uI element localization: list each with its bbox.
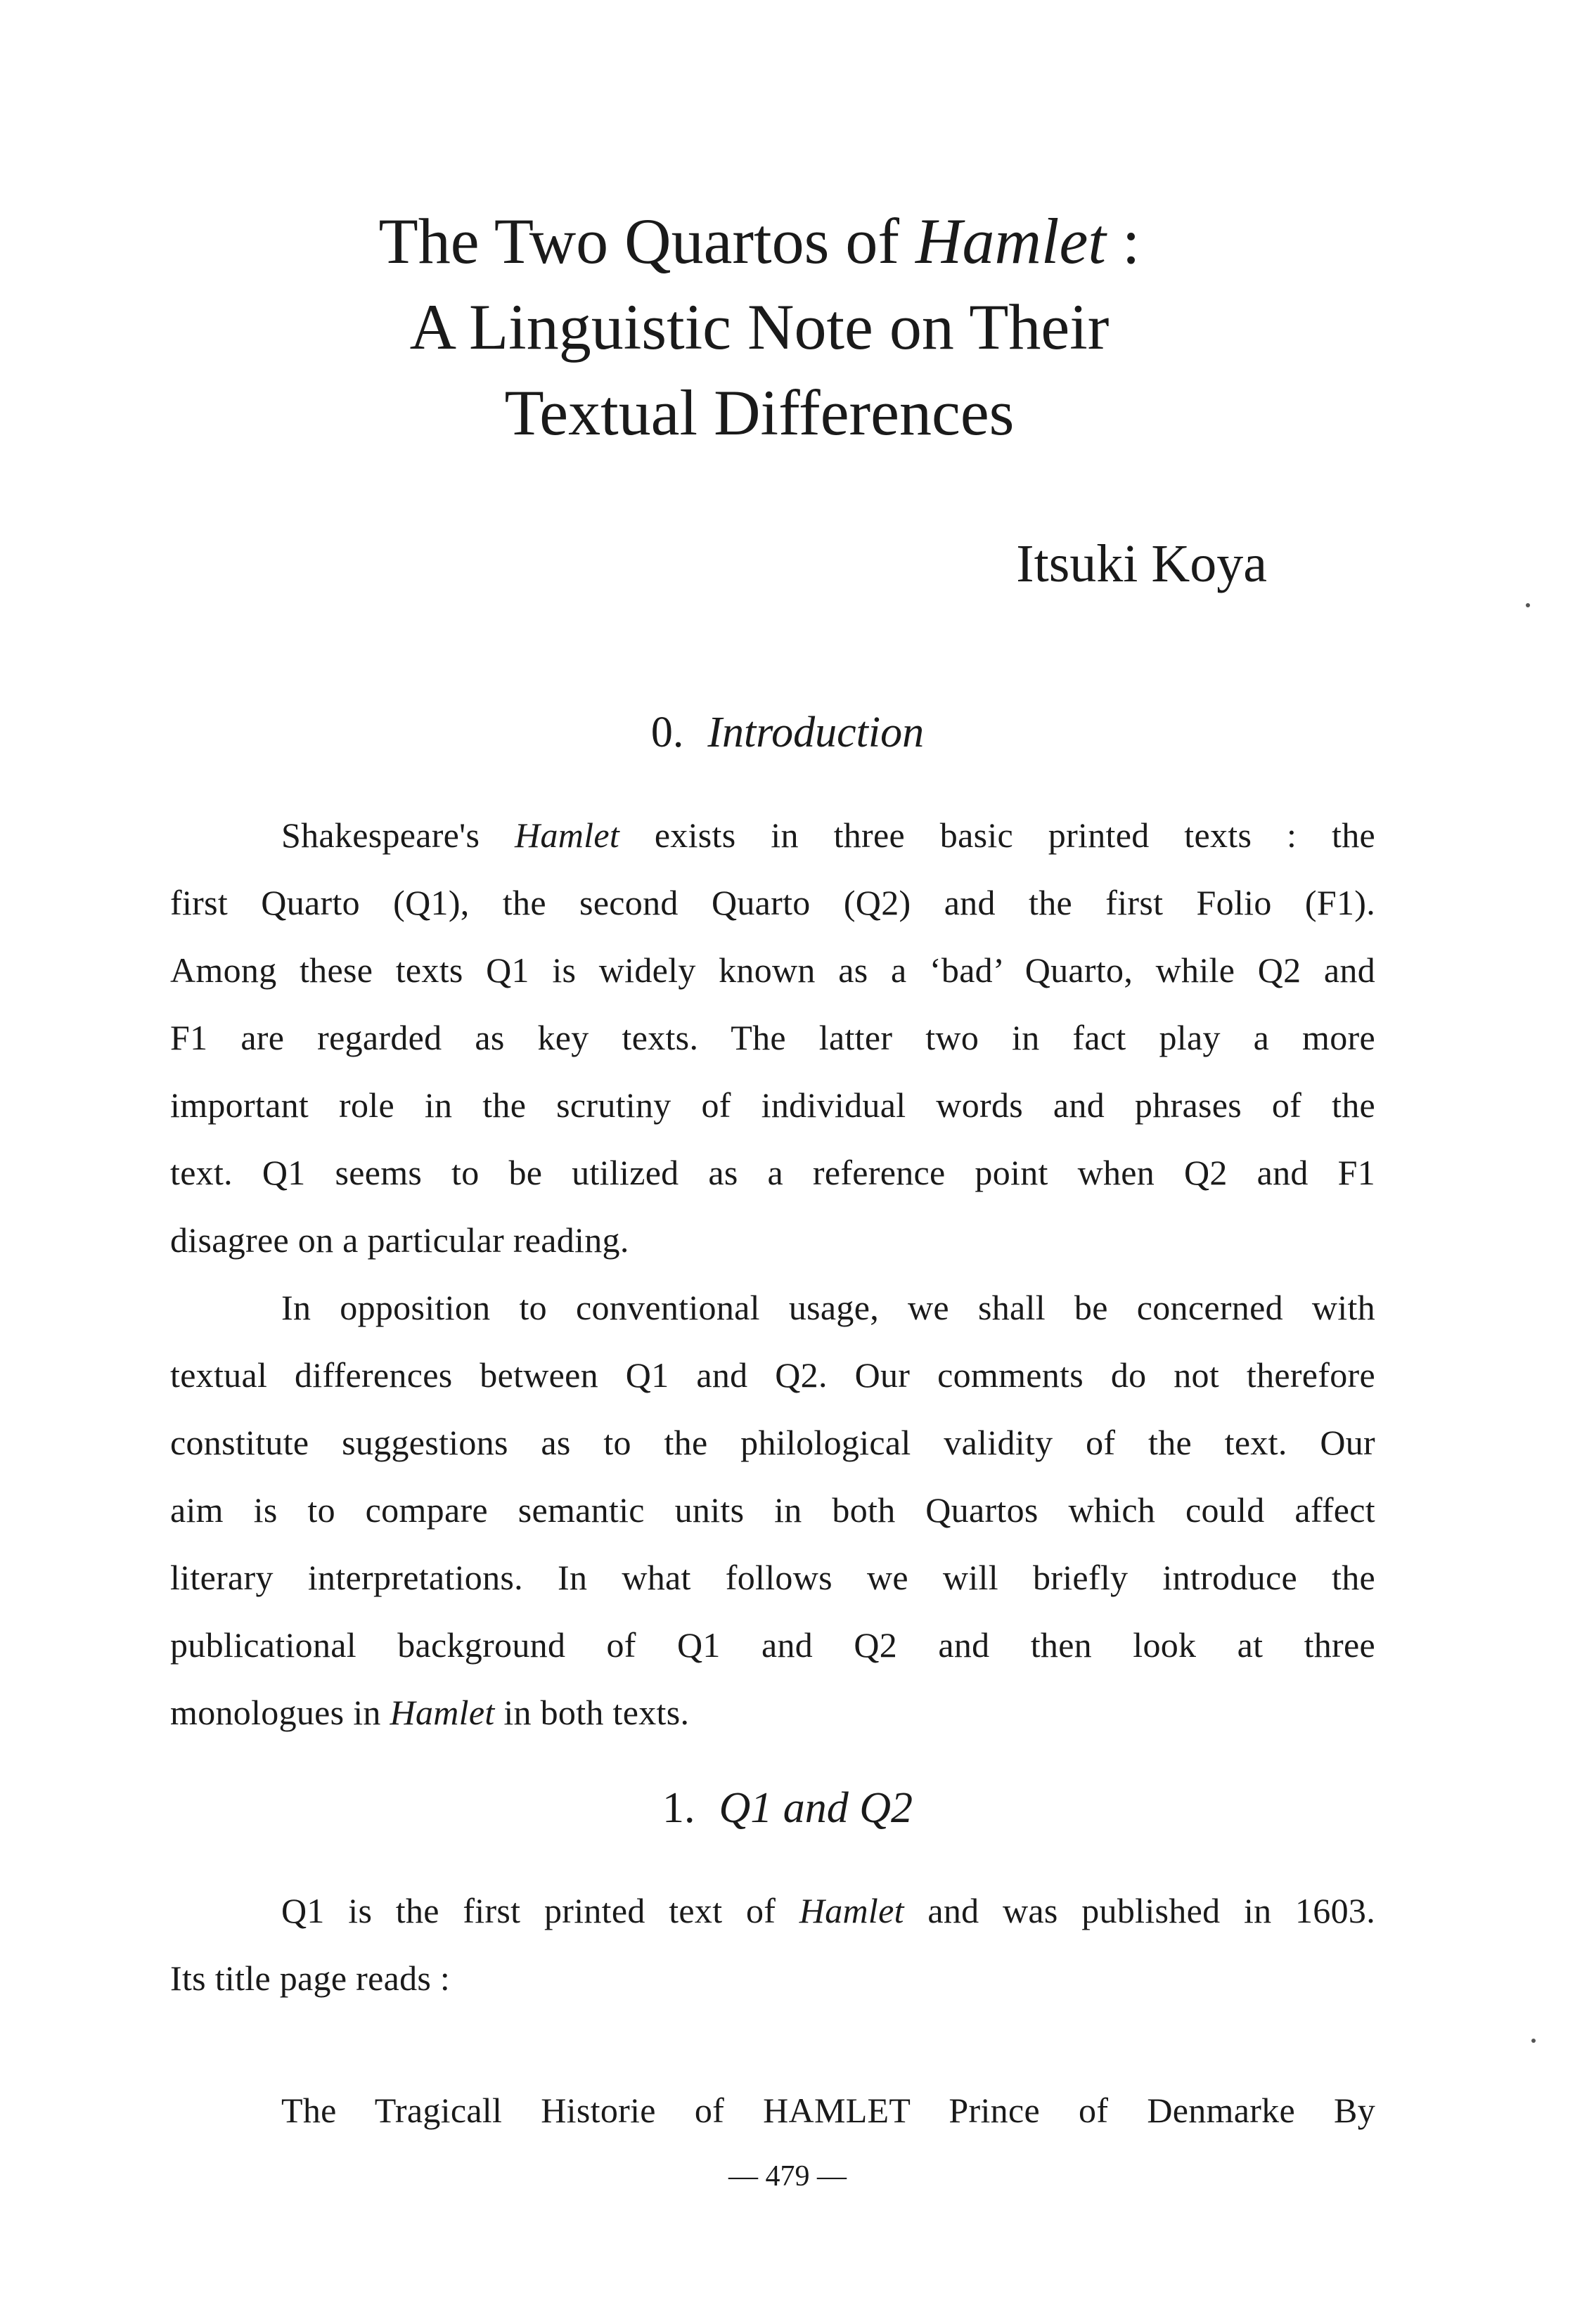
italic-title: Hamlet: [515, 815, 620, 855]
page-number: — 479 —: [728, 2160, 847, 2193]
text-line: aim is to compare semantic units in both Quartos which could affect: [170, 1490, 1375, 1530]
text-line: literary interpretations. In what follows we will briefly introduce the: [170, 1558, 1375, 1597]
text-run: in both texts.: [494, 1693, 690, 1732]
text-line: In opposition to conventional usage, we shall be concerned with: [281, 1288, 1375, 1327]
text-line: publicational background of Q1 and Q2 and then look at three: [170, 1625, 1375, 1665]
text-run: Q1 is the first printed text of: [281, 1891, 799, 1930]
text-line: [170, 1877, 1375, 1944]
text-line: textual differences between Q1 and Q2. Our comments do not therefore: [170, 1355, 1375, 1395]
intro-paragraph-1: [170, 801, 1375, 1274]
text-line: important role in the scrutiny of individual words and phrases of the: [170, 1085, 1375, 1125]
text-line: [170, 801, 1375, 869]
section-number: 0.: [650, 709, 684, 756]
title-colon: :: [1105, 205, 1140, 277]
text-line: text. Q1 seems to be utilized as a reference point when Q2 and F1: [170, 1153, 1375, 1192]
section-title: Q1 and Q2: [719, 1784, 913, 1832]
title-line-1: [211, 198, 1308, 284]
text-line: constitute suggestions as to the philological validity of the text. Our: [170, 1423, 1375, 1462]
text-line: first Quarto (Q1), the second Quarto (Q2) and the first Folio (F1).: [170, 883, 1375, 922]
scan-speck: [1526, 603, 1530, 607]
text-line: Its title page reads :: [170, 1958, 451, 1998]
text-line: The Tragicall Historie of HAMLET Prince of Denmarke By: [281, 2091, 1375, 2130]
scan-speck: [1531, 2039, 1536, 2043]
text-run: Shakespeare's: [281, 815, 515, 855]
section1-paragraph-1: [170, 1877, 1375, 2012]
title-line-1-text: The Two Quartos of: [378, 205, 916, 277]
text-run: and was published in 1603.: [904, 1891, 1375, 1930]
quoted-title-page: [170, 2077, 1375, 2144]
italic-title: Hamlet: [799, 1891, 904, 1930]
text-run: monologues in: [170, 1693, 390, 1732]
section-title: Introduction: [707, 709, 925, 756]
intro-paragraph-2: [170, 1274, 1375, 1746]
title-hamlet-italic: Hamlet: [915, 205, 1106, 277]
article-title: [211, 198, 1308, 456]
title-line-3: Textual Differences: [504, 377, 1015, 448]
text-line: F1 are regarded as key texts. The latter two in fact play a more: [170, 1018, 1375, 1057]
text-run: exists in three basic printed texts : the: [619, 815, 1375, 855]
title-line-2: A Linguistic Note on Their: [409, 291, 1110, 363]
text-line: Among these texts Q1 is widely known as a ‘bad’ Quarto, while Q2 and: [170, 950, 1375, 990]
section-heading-introduction: [0, 704, 1575, 761]
italic-title: Hamlet: [390, 1693, 495, 1732]
section-heading-q1-q2: [0, 1780, 1575, 1836]
author-name: Itsuki Koya: [1016, 534, 1267, 593]
section-number: 1.: [662, 1784, 695, 1832]
text-line: disagree on a particular reading.: [170, 1220, 629, 1260]
text-line: [170, 1679, 1375, 1746]
